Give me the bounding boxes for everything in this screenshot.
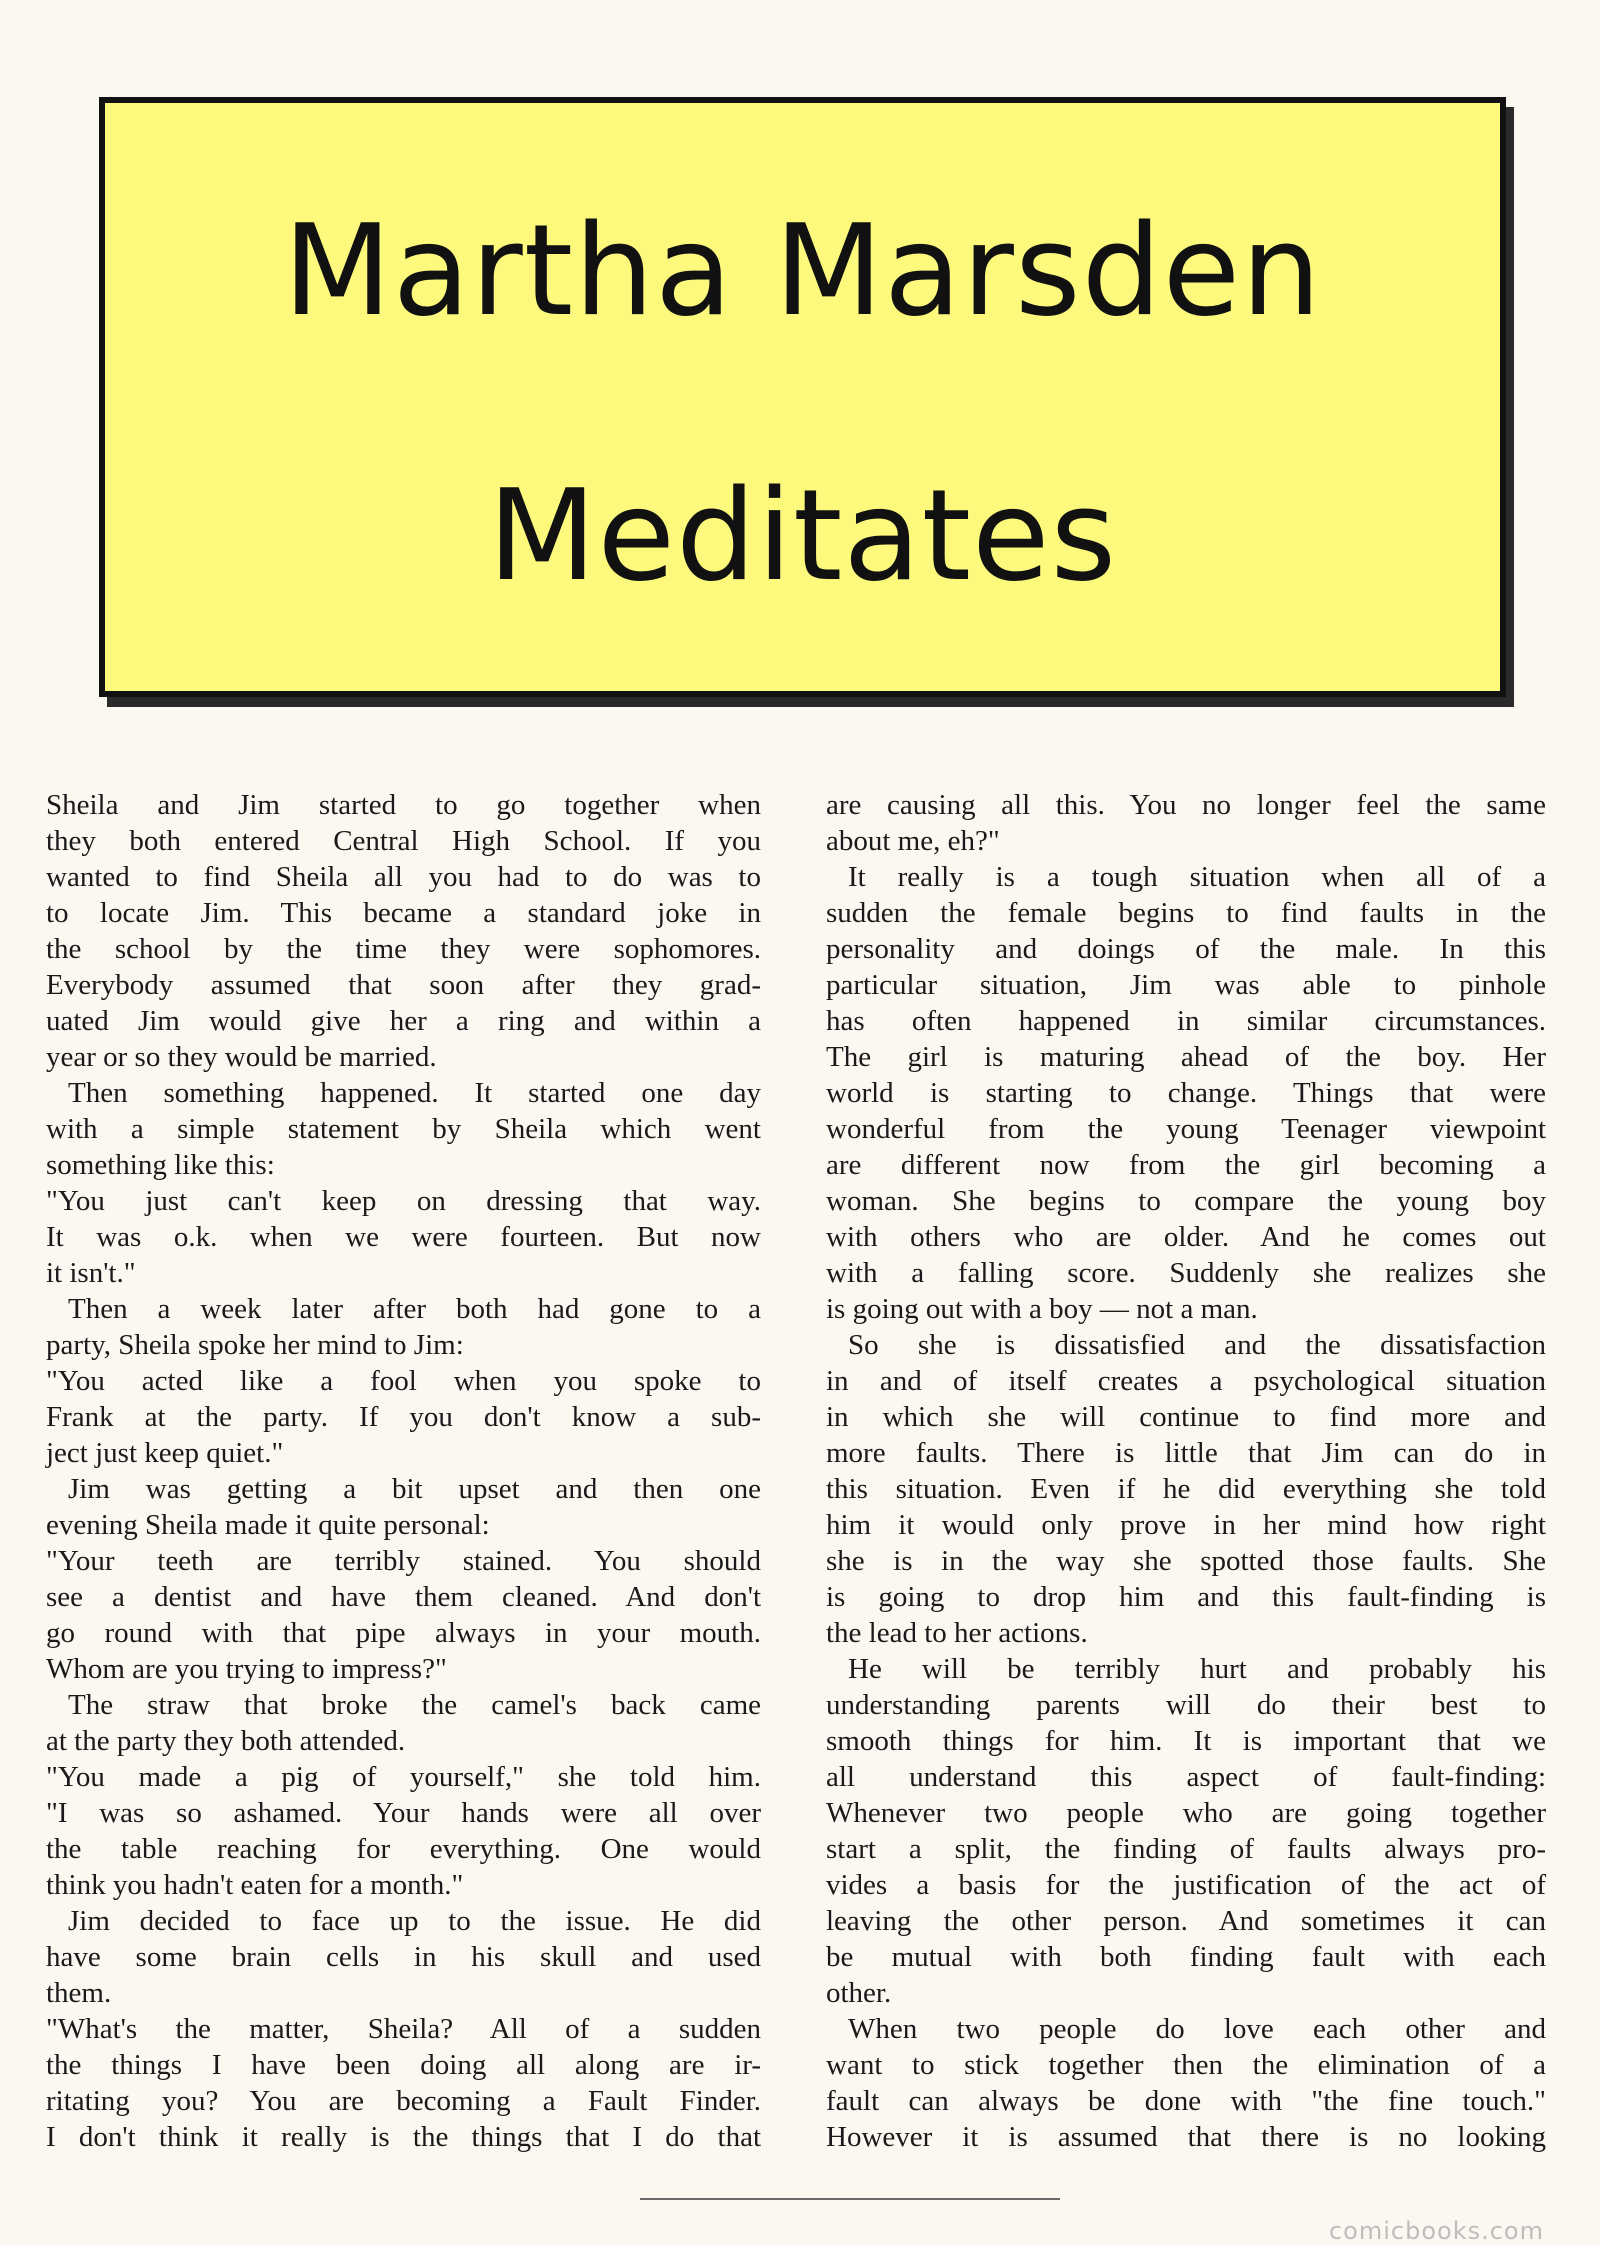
text-line: leaving the other person. And sometimes it can xyxy=(826,1905,1546,1937)
text-line: more faults. There is little that Jim can do in xyxy=(826,1437,1546,1469)
text-line: "You made a pig of yourself," she told him. xyxy=(46,1761,761,1793)
article-column-right xyxy=(826,787,1546,2155)
text-line: "Your teeth are terribly stained. You should xyxy=(46,1545,761,1577)
text-line: at the party they both attended. xyxy=(46,1725,406,1757)
text-line: particular situation, Jim was able to pinhole xyxy=(826,969,1546,1001)
text-line: world is starting to change. Things that were xyxy=(826,1077,1546,1109)
text-line: go round with that pipe always in your mouth. xyxy=(46,1617,761,1649)
title-panel xyxy=(99,97,1506,697)
text-line: see a dentist and have them cleaned. And don't xyxy=(46,1581,761,1613)
text-line: have some brain cells in his skull and used xyxy=(46,1941,761,1973)
text-line: It really is a tough situation when all of a xyxy=(848,861,1546,893)
text-line: ritating you? You are becoming a Fault Finder. xyxy=(46,2085,761,2117)
text-line: to locate Jim. This became a standard joke in xyxy=(46,897,761,929)
text-line: I don't think it really is the things that I do that xyxy=(46,2121,761,2153)
text-line: He will be terribly hurt and probably his xyxy=(848,1653,1546,1685)
text-line: So she is dissatisfied and the dissatisfaction xyxy=(848,1329,1546,1361)
text-line: with a simple statement by Sheila which went xyxy=(46,1113,761,1145)
text-line: smooth things for him. It is important that we xyxy=(826,1725,1546,1757)
text-line: woman. She begins to compare the young boy xyxy=(826,1185,1546,1217)
text-line: Whom are you trying to impress?" xyxy=(46,1653,447,1685)
text-line: other. xyxy=(826,1977,892,2009)
text-line: wanted to find Sheila all you had to do was to xyxy=(46,861,761,893)
text-line: uated Jim would give her a ring and within a xyxy=(46,1005,761,1037)
text-line: It was o.k. when we were fourteen. But now xyxy=(46,1221,761,1253)
text-line: Jim was getting a bit upset and then one xyxy=(68,1473,761,1505)
text-line: party, Sheila spoke her mind to Jim: xyxy=(46,1329,464,1361)
text-line: in and of itself creates a psychological situation xyxy=(826,1365,1546,1397)
text-line: in which she will continue to find more and xyxy=(826,1401,1546,1433)
text-line: something like this: xyxy=(46,1149,275,1181)
text-line: understanding parents will do their best to xyxy=(826,1689,1546,1721)
text-line: Everybody assumed that soon after they grad- xyxy=(46,969,761,1001)
text-line: the lead to her actions. xyxy=(826,1617,1088,1649)
text-line: personality and doings of the male. In this xyxy=(826,933,1546,965)
text-line: Then something happened. It started one day xyxy=(68,1077,761,1109)
title-line-2: Meditates xyxy=(487,462,1118,609)
text-line: the table reaching for everything. One would xyxy=(46,1833,761,1865)
text-line: she is in the way she spotted those faults. She xyxy=(826,1545,1546,1577)
text-line: fault can always be done with "the fine touch." xyxy=(826,2085,1546,2117)
text-line: think you hadn't eaten for a month." xyxy=(46,1869,464,1901)
text-line: the things I have been doing all along are ir- xyxy=(46,2049,761,2081)
text-line: be mutual with both finding fault with each xyxy=(826,1941,1546,1973)
watermark: comicbooks.com xyxy=(1328,2217,1544,2245)
text-line: Sheila and Jim started to go together when xyxy=(46,789,761,821)
text-line: evening Sheila made it quite personal: xyxy=(46,1509,490,1541)
text-line: with a falling score. Suddenly she realizes she xyxy=(826,1257,1546,1289)
text-line: Whenever two people who are going together xyxy=(826,1797,1546,1829)
title-line-1: Martha Marsden xyxy=(283,197,1322,344)
bottom-rule xyxy=(640,2198,1060,2200)
text-line: is going to drop him and this fault-finding is xyxy=(826,1581,1546,1613)
text-line: all understand this aspect of fault-finding: xyxy=(826,1761,1546,1793)
text-line: Frank at the party. If you don't know a sub- xyxy=(46,1401,761,1433)
text-line: ject just keep quiet." xyxy=(46,1437,284,1469)
text-line: wonderful from the young Teenager viewpoint xyxy=(826,1113,1546,1145)
text-line: want to stick together then the elimination of a xyxy=(826,2049,1546,2081)
text-line: they both entered Central High School. If you xyxy=(46,825,761,857)
text-line: with others who are older. And he comes out xyxy=(826,1221,1546,1253)
text-line: is going out with a boy — not a man. xyxy=(826,1293,1258,1325)
text-line: are different now from the girl becoming a xyxy=(826,1149,1546,1181)
text-line: When two people do love each other and xyxy=(848,2013,1546,2045)
text-line: them. xyxy=(46,1977,112,2009)
text-line: has often happened in similar circumstances. xyxy=(826,1005,1546,1037)
text-line: However it is assumed that there is no looking xyxy=(826,2121,1546,2153)
text-line: "You just can't keep on dressing that way. xyxy=(46,1185,761,1217)
text-line: year or so they would be married. xyxy=(46,1041,437,1073)
article-column-left xyxy=(46,787,761,2155)
text-line: it isn't." xyxy=(46,1257,136,1289)
text-line: this situation. Even if he did everything she told xyxy=(826,1473,1546,1505)
text-line: the school by the time they were sophomores. xyxy=(46,933,761,965)
text-line: about me, eh?" xyxy=(826,825,1000,857)
text-line: Then a week later after both had gone to a xyxy=(68,1293,761,1325)
text-line: "What's the matter, Sheila? All of a sudden xyxy=(46,2013,761,2045)
text-line: are causing all this. You no longer feel the same xyxy=(826,789,1546,821)
text-line: The straw that broke the camel's back came xyxy=(68,1689,761,1721)
text-line: him it would only prove in her mind how right xyxy=(826,1509,1546,1541)
text-line: "I was so ashamed. Your hands were all over xyxy=(46,1797,761,1829)
text-line: "You acted like a fool when you spoke to xyxy=(46,1365,761,1397)
text-line: vides a basis for the justification of the act of xyxy=(826,1869,1546,1901)
text-line: Jim decided to face up to the issue. He did xyxy=(68,1905,761,1937)
text-line: The girl is maturing ahead of the boy. Her xyxy=(826,1041,1546,1073)
text-line: start a split, the finding of faults always pro- xyxy=(826,1833,1546,1865)
text-line: sudden the female begins to find faults in the xyxy=(826,897,1546,929)
